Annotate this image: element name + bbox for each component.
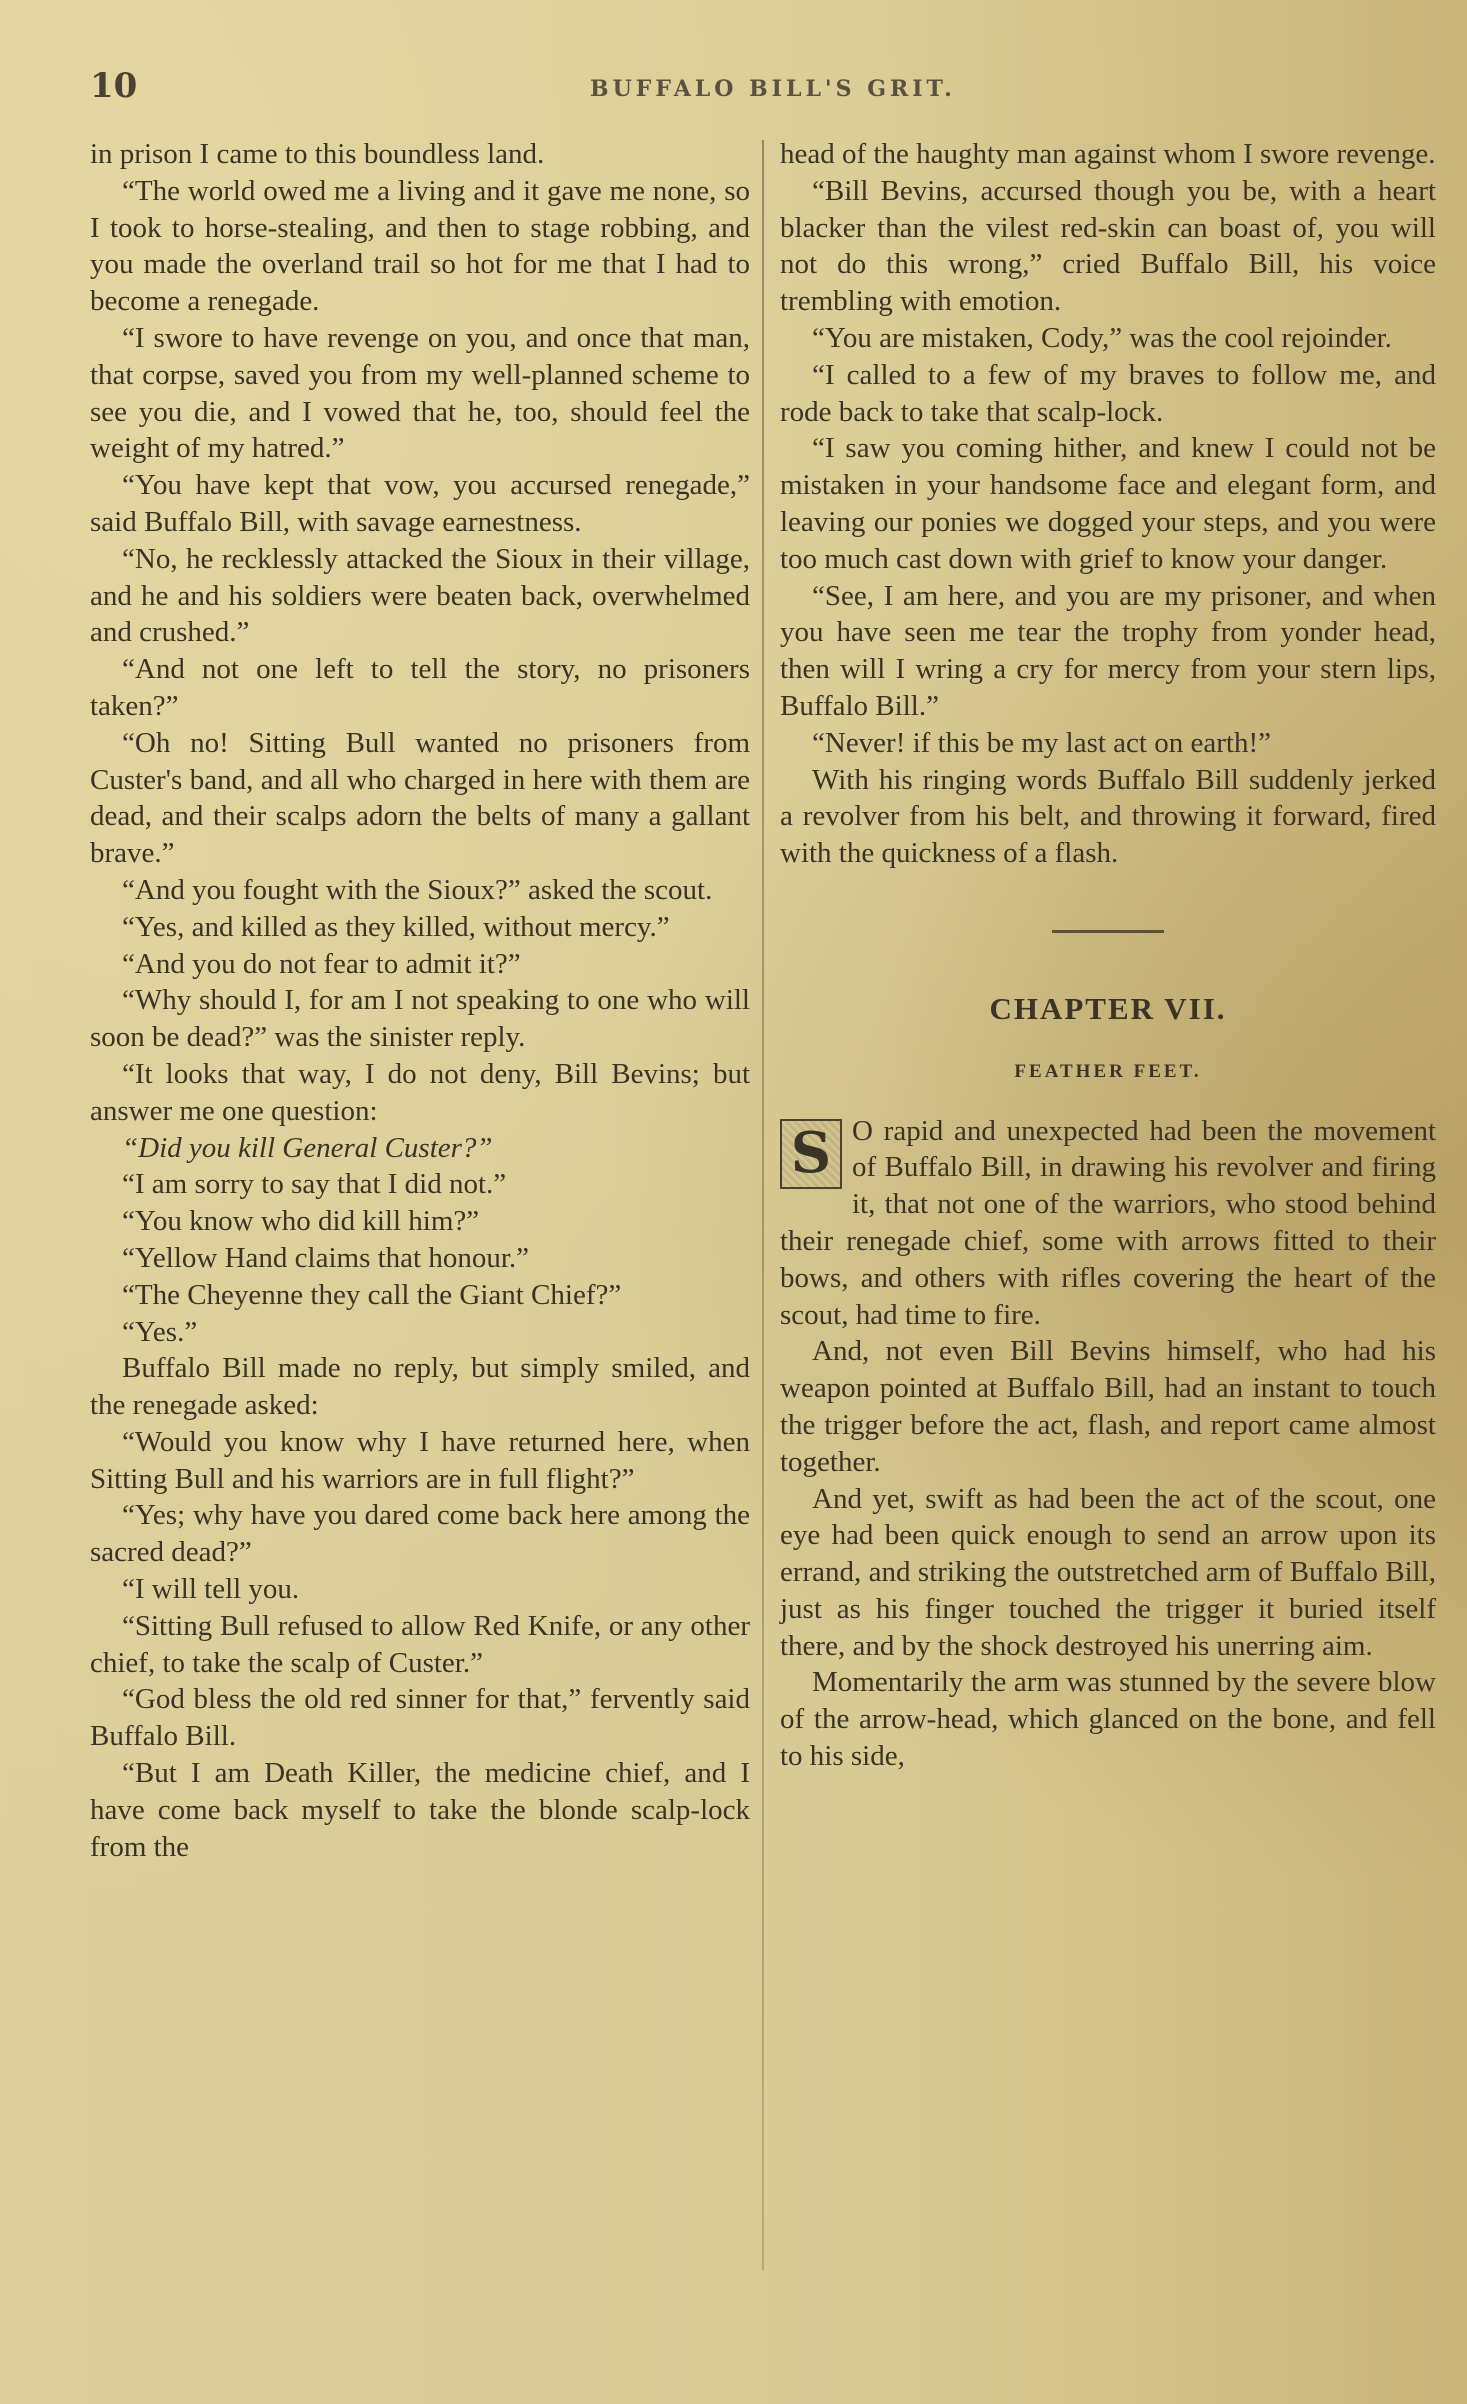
- left-column: [90, 136, 750, 1865]
- paragraph: “Why should I, for am I not speaking to one who will soon be dead?” was the sinister reply.: [90, 984, 750, 1054]
- paragraph: With his ringing words Buffalo Bill suddenly jerked a revolver from his belt, and throwing it forward, fired with the quickness of a flash.: [780, 763, 1436, 870]
- paragraph: “No, he recklessly attacked the Sioux in their village, and he and his soldiers were beaten back, overwhelmed and crushed.”: [90, 542, 750, 649]
- paragraph: “And you fought with the Sioux?” asked the scout.: [122, 873, 713, 906]
- drop-cap: S: [780, 1119, 842, 1189]
- paragraph: “Yellow Hand claims that honour.”: [122, 1241, 530, 1274]
- paragraph: “You have kept that vow, you accursed renegade,” said Buffalo Bill, with savage earnestness.: [90, 469, 750, 538]
- paragraph: Momentarily the arm was stunned by the severe blow of the arrow-head, which glanced on the bone, and fell to his side,: [780, 1666, 1436, 1773]
- paragraph: “I called to a few of my braves to follow me, and rode back to take that scalp-lock.: [780, 358, 1436, 428]
- paragraph: “Oh no! Sitting Bull wanted no prisoners from Custer's band, and all who charged in here with them are dead, and their scalps adorn the belts of many a gallant brave.”: [90, 726, 750, 870]
- chapter-title: CHAPTER VII.: [989, 990, 1227, 1026]
- paragraph: “Yes.”: [122, 1315, 198, 1348]
- paragraph: “The world owed me a living and it gave me none, so I took to horse-stealing, and then to stage robbing, and you made the overland trail so hot for me that I had to become a renegade.: [90, 174, 750, 318]
- paragraph: “You know who did kill him?”: [122, 1205, 480, 1238]
- paragraph: in prison I came to this boundless land.: [90, 138, 545, 170]
- right-column: [780, 136, 1436, 1775]
- paragraph: “Yes; why have you dared come back here among the sacred dead?”: [90, 1499, 750, 1569]
- paragraph: “And you do not fear to admit it?”: [122, 947, 521, 980]
- paragraph: “Would you know why I have returned here, when Sitting Bull and his warriors are in full flight?”: [90, 1425, 750, 1495]
- paragraph: “See, I am here, and you are my prisoner, and when you have seen me tear the trophy from yonder head, then will I wring a cry for mercy from your stern lips, Buffalo Bill.”: [780, 579, 1436, 722]
- paragraph: And, not even Bill Bevins himself, who had his weapon pointed at Buffalo Bill, had an instant to touch the trigger before the act, flash, and report came almost together.: [780, 1335, 1436, 1478]
- paragraph: Buffalo Bill made no reply, but simply smiled, and the renegade asked:: [90, 1352, 750, 1422]
- paragraph: “God bless the old red sinner for that,” fervently said Buffalo Bill.: [90, 1683, 750, 1753]
- paragraph: “But I am Death Killer, the medicine chief, and I have come back myself to take the blonde scalp-lock from the: [90, 1757, 750, 1863]
- chapter-first-paragraph: [780, 1113, 1436, 1334]
- page-number: 10: [90, 66, 138, 106]
- paragraph: “It looks that way, I do not deny, Bill Bevins; but answer me one question:: [90, 1057, 750, 1127]
- paragraph: “The Cheyenne they call the Giant Chief?”: [122, 1278, 622, 1311]
- paragraph: “Never! if this be my last act on earth!”: [812, 726, 1271, 759]
- paragraph: “Yes, and killed as they killed, without mercy.”: [122, 910, 670, 943]
- paragraph-italic: “Did you kill General Custer?”: [122, 1131, 493, 1164]
- paragraph: “I will tell you.: [122, 1573, 300, 1606]
- chapter-subtitle: FEATHER FEET.: [1014, 1060, 1202, 1082]
- paragraph: “And not one left to tell the story, no prisoners taken?”: [90, 653, 750, 722]
- paragraph: “Sitting Bull refused to allow Red Knife, or any other chief, to take the scalp of Custer.”: [90, 1609, 750, 1679]
- paragraph: “Bill Bevins, accursed though you be, with a heart blacker than the vilest red-skin can boast of, you will not do this wrong,” cried Buffalo Bill, his voice trembling with emotion.: [780, 174, 1436, 318]
- section-divider: [1052, 930, 1164, 933]
- paragraph: head of the haughty man against whom I swore revenge.: [780, 138, 1436, 170]
- column-divider: [762, 140, 764, 2270]
- paragraph: “I am sorry to say that I did not.”: [122, 1168, 507, 1201]
- paragraph: “I swore to have revenge on you, and once that man, that corpse, saved you from my well-planned scheme to see you die, and I vowed that he, too, should feel the weight of my hatred.”: [90, 321, 750, 465]
- page-header: [90, 66, 1430, 110]
- paragraph: “You are mistaken, Cody,” was the cool rejoinder.: [812, 321, 1392, 354]
- paragraph: “I saw you coming hither, and knew I could not be mistaken in your handsome face and elegant form, and leaving our ponies we dogged your steps, and you were too much cast down with grief to know your danger.: [780, 432, 1436, 575]
- running-head: BUFFALO BILL'S GRIT.: [590, 76, 956, 102]
- first-paragraph-text: O rapid and unexpected had been the movement of Buffalo Bill, in drawing his revolver and firing it, that not one of the warriors, who stood behind their renegade chief, some with arrows fitted to their bows, and others with rifles covering the heart of the scout, had time to fire.: [780, 1114, 1436, 1331]
- paragraph: And yet, swift as had been the act of the scout, one eye had been quick enough to send an arrow upon its errand, and striking the outstretched arm of Buffalo Bill, just as his finger touched the trigger it buried itself there, and by the shock destroyed his unerring aim.: [780, 1482, 1436, 1662]
